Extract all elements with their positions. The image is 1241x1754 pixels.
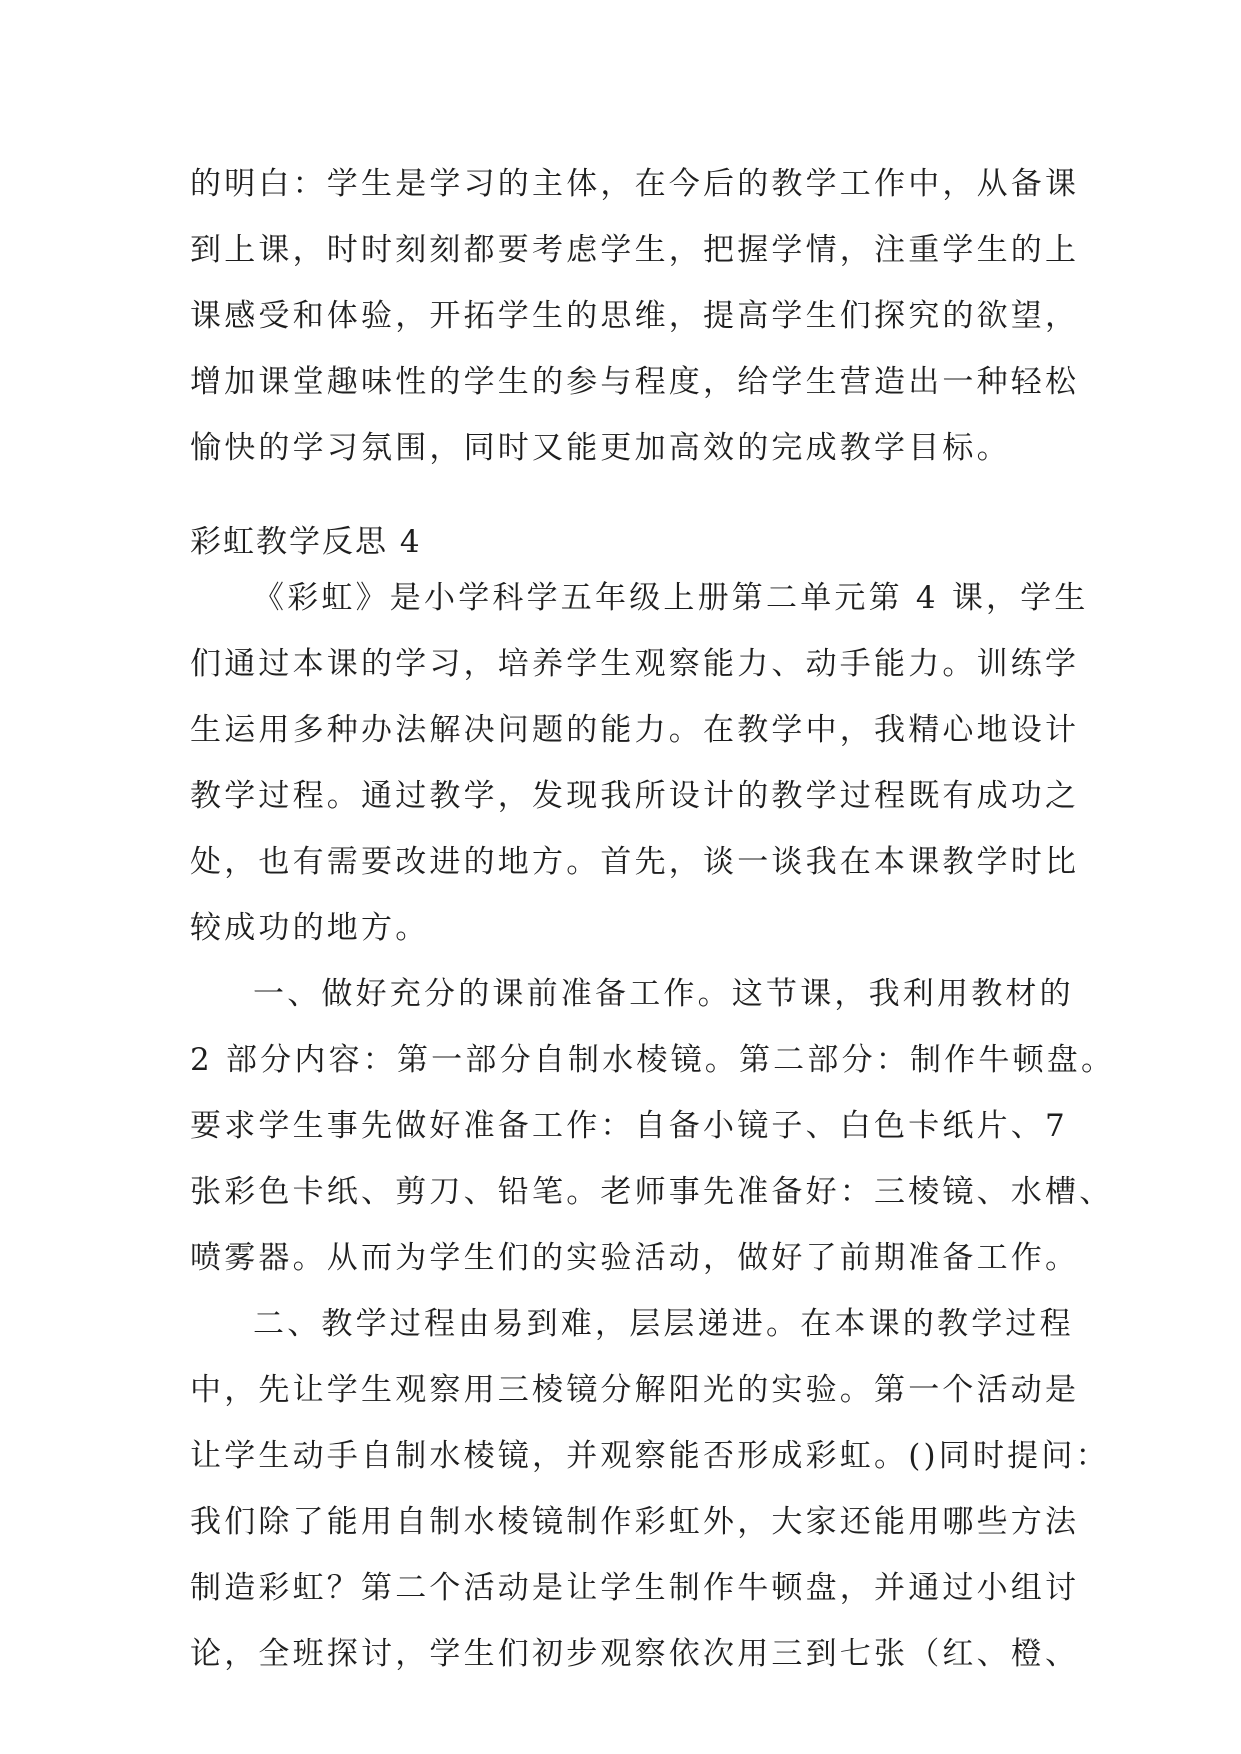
text-line: 处，也有需要改进的地方。首先，谈一谈我在本课教学时比: [190, 844, 1080, 880]
text-line: 较成功的地方。: [190, 910, 430, 946]
text-line: 中，先让学生观察用三棱镜分解阳光的实验。第一个活动是: [190, 1372, 1080, 1408]
paragraph-first-line: 二、教学过程由易到难，层层递进。在本课的教学过程: [253, 1306, 1074, 1342]
text-line: 要求学生事先做好准备工作：自备小镜子、白色卡纸片、7: [190, 1108, 1068, 1144]
text-line: 教学过程。通过教学，发现我所设计的教学过程既有成功之: [190, 778, 1080, 814]
paragraph-first-line: 一、做好充分的课前准备工作。这节课，我利用教材的: [253, 976, 1074, 1012]
text-line: 让学生动手自制水棱镜，并观察能否形成彩虹。()同时提问：: [190, 1438, 1110, 1474]
text-line: 张彩色卡纸、剪刀、铅笔。老师事先准备好：三棱镜、水槽、: [190, 1174, 1114, 1210]
text-line: 喷雾器。从而为学生们的实验活动，做好了前期准备工作。: [190, 1240, 1080, 1276]
text-line: 们通过本课的学习，培养学生观察能力、动手能力。训练学: [190, 646, 1080, 682]
text-line: 到上课，时时刻刻都要考虑学生，把握学情，注重学生的上: [190, 232, 1080, 268]
text-line: 论，全班探讨，学生们初步观察依次用三到七张（红、橙、: [190, 1636, 1080, 1672]
text-line: 生运用多种办法解决问题的能力。在教学中，我精心地设计: [190, 712, 1080, 748]
text-line: 增加课堂趣味性的学生的参与程度，给学生营造出一种轻松: [190, 364, 1080, 400]
text-line: 我们除了能用自制水棱镜制作彩虹外，大家还能用哪些方法: [190, 1504, 1080, 1540]
text-line: 愉快的学习氛围，同时又能更加高效的完成教学目标。: [190, 430, 1011, 466]
paragraph-first-line: 《彩虹》是小学科学五年级上册第二单元第 4 课，学生: [253, 580, 1089, 616]
text-line: 2 部分内容：第一部分自制水棱镜。第二部分：制作牛顿盘。: [190, 1042, 1116, 1078]
text-line: 的明白：学生是学习的主体，在今后的教学工作中，从备课: [190, 166, 1080, 202]
text-line: 课感受和体验，开拓学生的思维，提高学生们探究的欲望，: [190, 298, 1080, 334]
text-line: 制造彩虹？第二个活动是让学生制作牛顿盘，并通过小组讨: [190, 1570, 1080, 1606]
section-heading: 彩虹教学反思 4: [190, 524, 422, 560]
